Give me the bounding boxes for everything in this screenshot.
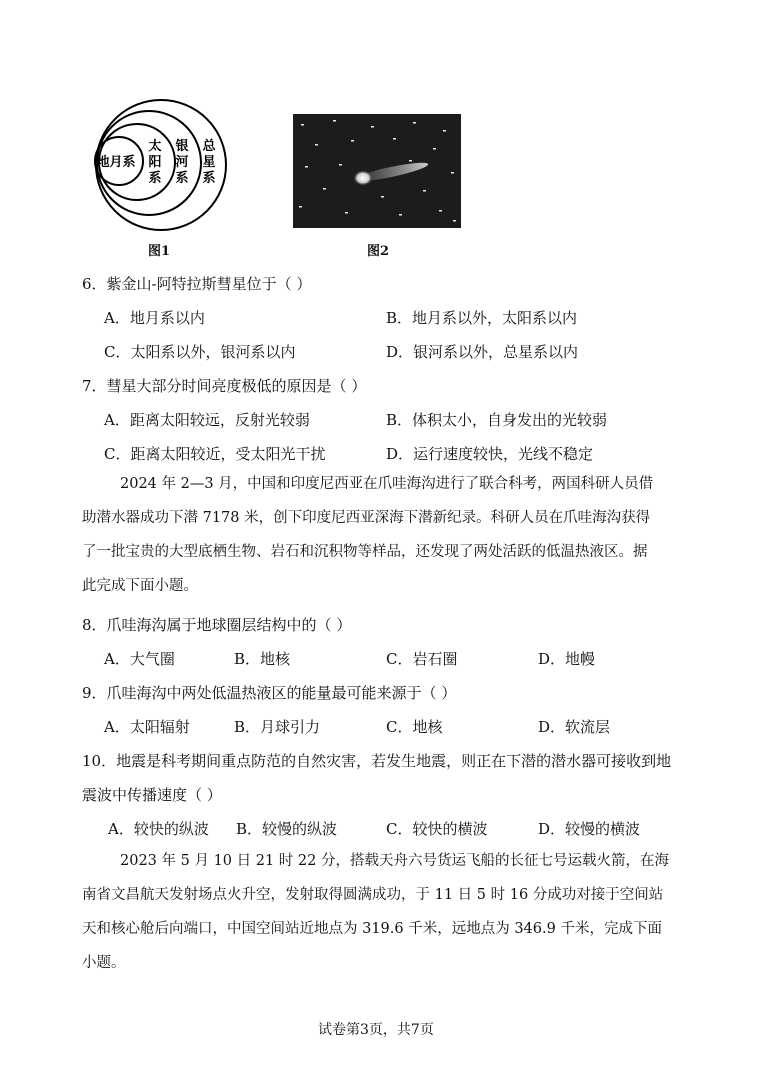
figure-2-caption: 图2 xyxy=(367,244,390,259)
question-10-option-a[interactable]: A．较快的纵波 xyxy=(108,820,209,838)
question-6-option-c[interactable]: C．太阳系以外，银河系以内 xyxy=(104,343,296,361)
question-8-option-d[interactable]: D．地幔 xyxy=(538,650,596,668)
question-7-option-c[interactable]: C．距离太阳较近，受太阳光干扰 xyxy=(104,445,326,463)
question-6-option-d[interactable]: D．银河系以外，总星系以内 xyxy=(386,343,579,361)
figure-1-caption: 图1 xyxy=(148,244,171,259)
question-6-option-a[interactable]: A．地月系以内 xyxy=(104,309,205,327)
zongxingxi-label-1: 总 xyxy=(202,139,216,154)
passage-2-line-2: 南省文昌航天发射场点火升空，发射取得圆满成功，于 11 日 5 时 16 分成功对接于空间站 xyxy=(82,887,664,903)
yinhexi-label-1: 银 xyxy=(175,139,189,154)
taiyangxi-label-2: 阳 xyxy=(148,155,162,170)
passage-2-line-4: 小题。 xyxy=(82,955,126,971)
question-10-option-c[interactable]: C．较快的横波 xyxy=(386,820,488,838)
question-8-option-b[interactable]: B．地核 xyxy=(234,650,291,668)
question-7-stem: 7．彗星大部分时间亮度极低的原因是（ ） xyxy=(82,377,367,395)
diyuexi-label: 地月系 xyxy=(96,155,136,170)
question-9-option-a[interactable]: A．太阳辐射 xyxy=(104,718,190,736)
question-10-option-b[interactable]: B．较慢的纵波 xyxy=(236,820,338,838)
passage-2-line-3: 天和核心舱后向端口，中国空间站近地点为 319.6 千米，远地点为 346.9 千米，完成下面 xyxy=(82,921,662,937)
question-7-option-d[interactable]: D．运行速度较快，光线不稳定 xyxy=(386,445,594,463)
question-10-option-d[interactable]: D．较慢的横波 xyxy=(538,820,641,838)
passage-2-line-1: 2023 年 5 月 10 日 21 时 22 分，搭载天舟六号货运飞船的长征七号运载火箭，在海 xyxy=(120,853,669,869)
passage-1-line-1: 2024 年 2—3 月，中国和印度尼西亚在爪哇海沟进行了联合科考，两国科研人员借 xyxy=(120,476,654,492)
yinhexi-label-2: 河 xyxy=(175,155,189,170)
passage-1-line-2: 助潜水器成功下潜 7178 米，创下印度尼西亚深海下潜新纪录。科研人员在爪哇海沟获得 xyxy=(82,510,651,526)
passage-2 xyxy=(82,844,669,980)
passage-1 xyxy=(82,467,653,603)
question-6-option-b[interactable]: B．地月系以外，太阳系以内 xyxy=(386,309,578,327)
yinhexi-label-3: 系 xyxy=(175,171,189,186)
passage-1-line-3: 了一批宝贵的大型底栖生物、岩石和沉积物等样品，还发现了两处活跃的低温热液区。据 xyxy=(82,544,648,560)
page-footer: 试卷第3页，共7页 xyxy=(318,1022,434,1038)
question-10-stem-line-1: 10．地震是科考期间重点防范的自然灾害，若发生地震，则正在下潜的潜水器可接收到地 xyxy=(82,752,672,770)
question-6-stem: 6．紫金山-阿特拉斯彗星位于（ ） xyxy=(82,275,312,293)
taiyangxi-label-1: 太 xyxy=(148,139,162,154)
question-7-option-a[interactable]: A．距离太阳较远，反射光较弱 xyxy=(104,411,310,429)
passage-1-line-4: 此完成下面小题。 xyxy=(82,578,198,594)
question-10-stem-line-2: 震波中传播速度（ ） xyxy=(82,786,222,804)
question-8-option-c[interactable]: C．岩石圈 xyxy=(386,650,458,668)
question-9-stem: 9．爪哇海沟中两处低温热液区的能量最可能来源于（ ） xyxy=(82,684,457,702)
question-9-option-c[interactable]: C．地核 xyxy=(386,718,443,736)
taiyangxi-label-3: 系 xyxy=(148,171,162,186)
figure-2-comet-photo xyxy=(293,114,461,228)
question-8-option-a[interactable]: A．大气圈 xyxy=(104,650,175,668)
question-9-option-d[interactable]: D．软流层 xyxy=(538,718,611,736)
question-7-option-b[interactable]: B．体积太小，自身发出的光较弱 xyxy=(386,411,608,429)
question-9-option-b[interactable]: B．月球引力 xyxy=(234,718,321,736)
question-8-stem: 8．爪哇海沟属于地球圈层结构中的（ ） xyxy=(82,616,352,634)
zongxingxi-label-3: 系 xyxy=(202,171,216,186)
figure-1-nested-systems-diagram xyxy=(88,95,238,240)
zongxingxi-label-2: 星 xyxy=(202,155,216,170)
comet-head xyxy=(353,170,373,186)
